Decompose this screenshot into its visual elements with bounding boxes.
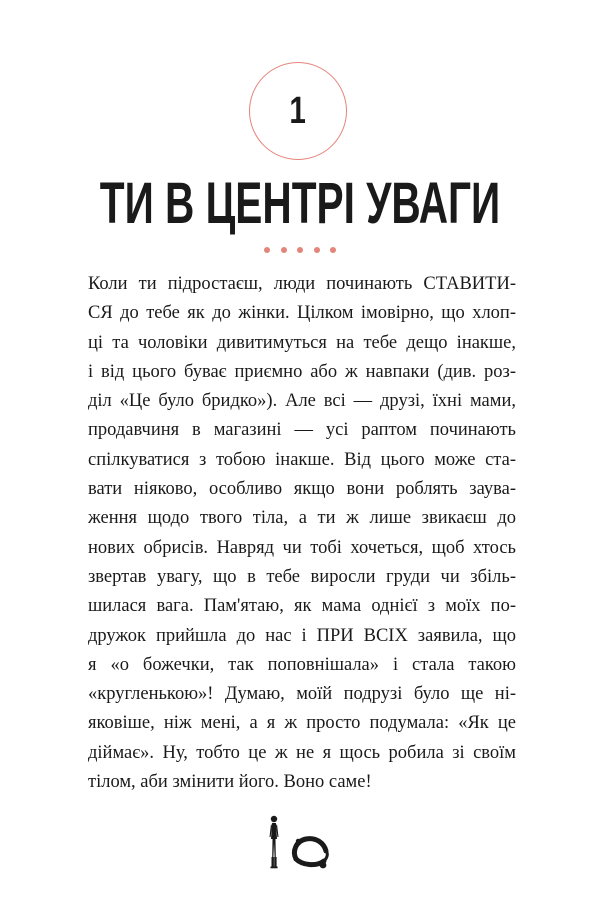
divider-dot (297, 247, 303, 253)
text-line: вати ніяково, особливо якщо вони роблять заува- (88, 479, 516, 500)
divider-dot (264, 247, 270, 253)
text-line: яковіше, ніж мені, а я ж просто подумала: «Як це (88, 713, 516, 734)
divider-dot (314, 247, 320, 253)
title-divider-dots (264, 245, 336, 255)
text-line: і від цього буває приємно або ж навпаки (див. роз- (88, 361, 516, 382)
text-line: ження щодо твого тіла, а ти ж лише звикаєш до (88, 508, 516, 529)
text-line: продавчиня в магазині — усі раптом починають (88, 420, 516, 441)
text-line: нових обрисів. Навряд чи тобі хочеться, щоб хтось (88, 537, 516, 558)
text-line: спілкуватися з тобою інакше. Від цього може ста- (88, 449, 516, 470)
text-line: Коли ти підростаєш, люди починають СТАВИТИ- (88, 274, 516, 294)
text-line: звертав увагу, що в тебе виросли груди чи збіль- (88, 566, 516, 587)
chapter-title: ТИ В ЦЕНТРІ УВАГИ (99, 171, 501, 236)
chapter-body-text (88, 270, 516, 797)
yoga-figures-icon (262, 813, 334, 877)
text-line: СЯ до тебе як до жінки. Цілком імовірно, що хлоп- (88, 303, 516, 324)
text-line: «кругленькою»! Думаю, моїй подрузі було ще ні- (88, 684, 516, 705)
text-line: діймає». Ну, тобто це ж не я щось робила зі своїм (88, 742, 516, 763)
text-line: тілом, аби змінити його. Воно саме! (88, 772, 372, 793)
divider-dot (330, 247, 336, 253)
text-line: діл «Це було бридко»). Але всі — друзі, їхні мами, (88, 391, 516, 412)
divider-dot (281, 247, 287, 253)
chapter-number-circle (249, 62, 347, 160)
text-line: дружок прийшла до нас і ПРИ ВСІХ заявила, що (88, 625, 516, 646)
text-line: ці та чоловіки дивитимуться на тебе дещо інакше, (88, 332, 516, 353)
text-line: шилася вага. Пам'ятаю, як мама однієї з моїх по- (88, 596, 516, 617)
chapter-number: 1 (289, 90, 307, 132)
text-line: я «о божечки, так поповнішала» і стала такою (88, 654, 516, 675)
